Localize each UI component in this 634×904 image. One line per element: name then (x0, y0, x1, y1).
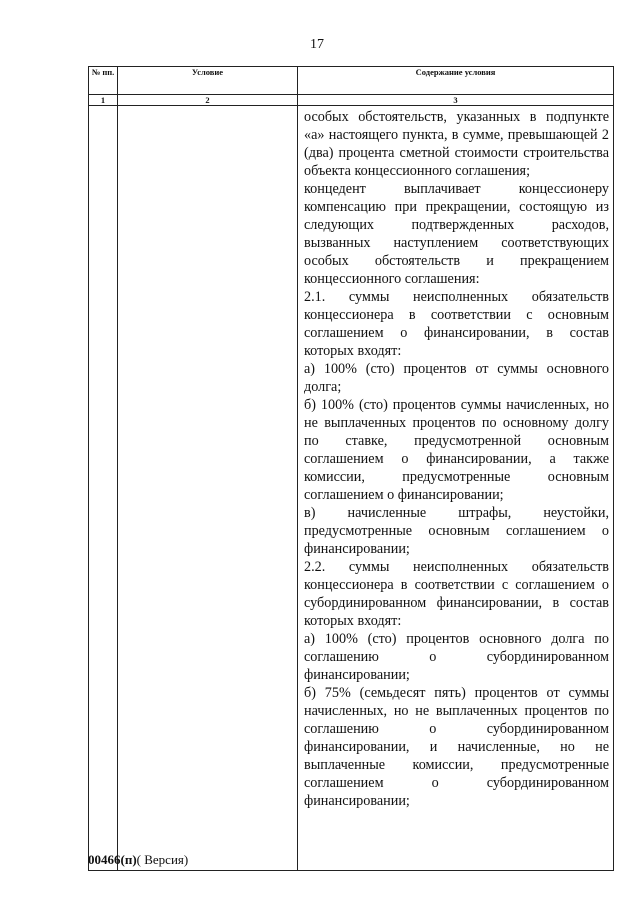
content-paragraph: б) 75% (семьдесят пять) процентов от суммы начисленных, но не выплаченных процентов по соглашению о субординированном финансировании, и начисленные, но не выплаченные комиссии, предусмотренные соглашением о субординированном финансировании; (304, 685, 609, 809)
content-paragraph: 2.1. суммы неисполненных обязательств концессионера в соответствии с основным соглашением о финансировании, в состав которых входят: (304, 289, 609, 359)
condition-content (298, 106, 613, 810)
column-number-1: 1 (89, 95, 118, 106)
table-header-row (89, 67, 614, 95)
conditions-table (88, 66, 614, 871)
column-number-2: 2 (118, 95, 298, 106)
header-content: Содержание условия (298, 67, 614, 95)
page-number: 17 (310, 37, 324, 52)
row-content-cell (298, 106, 614, 871)
column-number-row (89, 95, 614, 106)
row-condition-cell (118, 106, 298, 871)
content-paragraph: 2.2. суммы неисполненных обязательств концессионера в соответствии с соглашением о субординированном финансировании, в состав которых входят: (304, 559, 609, 629)
content-paragraph: б) 100% (сто) процентов суммы начисленных, но не выплаченных процентов по основному долгу по ставке, предусмотренной основным соглашением о финансировании, а также комиссии, предусмотренные основным соглашением о финансировании; (304, 397, 609, 503)
document-version: ( Версия) (136, 852, 189, 867)
content-paragraph: концедент выплачивает концессионеру компенсацию при прекращении, состоящую из следующих подтвержденных расходов, вызванных наступлением соответствующих особых обстоятельств и прекращением концессионного соглашения: (304, 181, 609, 287)
content-paragraph: а) 100% (сто) процентов от суммы основного долга; (304, 361, 609, 395)
content-paragraph: особых обстоятельств, указанных в подпункте «а» настоящего пункта, в сумме, превышающей 2 (два) процента сметной стоимости строительства объекта концессионного соглашения; (304, 109, 609, 179)
document-code: 00466(п) (88, 852, 137, 867)
table-row (89, 106, 614, 871)
row-num-cell (89, 106, 118, 871)
document-footer (88, 852, 188, 868)
content-paragraph: в) начисленные штрафы, неустойки, предусмотренные основным соглашением о финансировании; (304, 505, 609, 557)
header-condition: Условие (118, 67, 298, 95)
column-number-3: 3 (298, 95, 614, 106)
header-num: № пп. (89, 67, 118, 95)
content-paragraph: а) 100% (сто) процентов основного долга по соглашению о субординированном финансировании; (304, 631, 609, 683)
